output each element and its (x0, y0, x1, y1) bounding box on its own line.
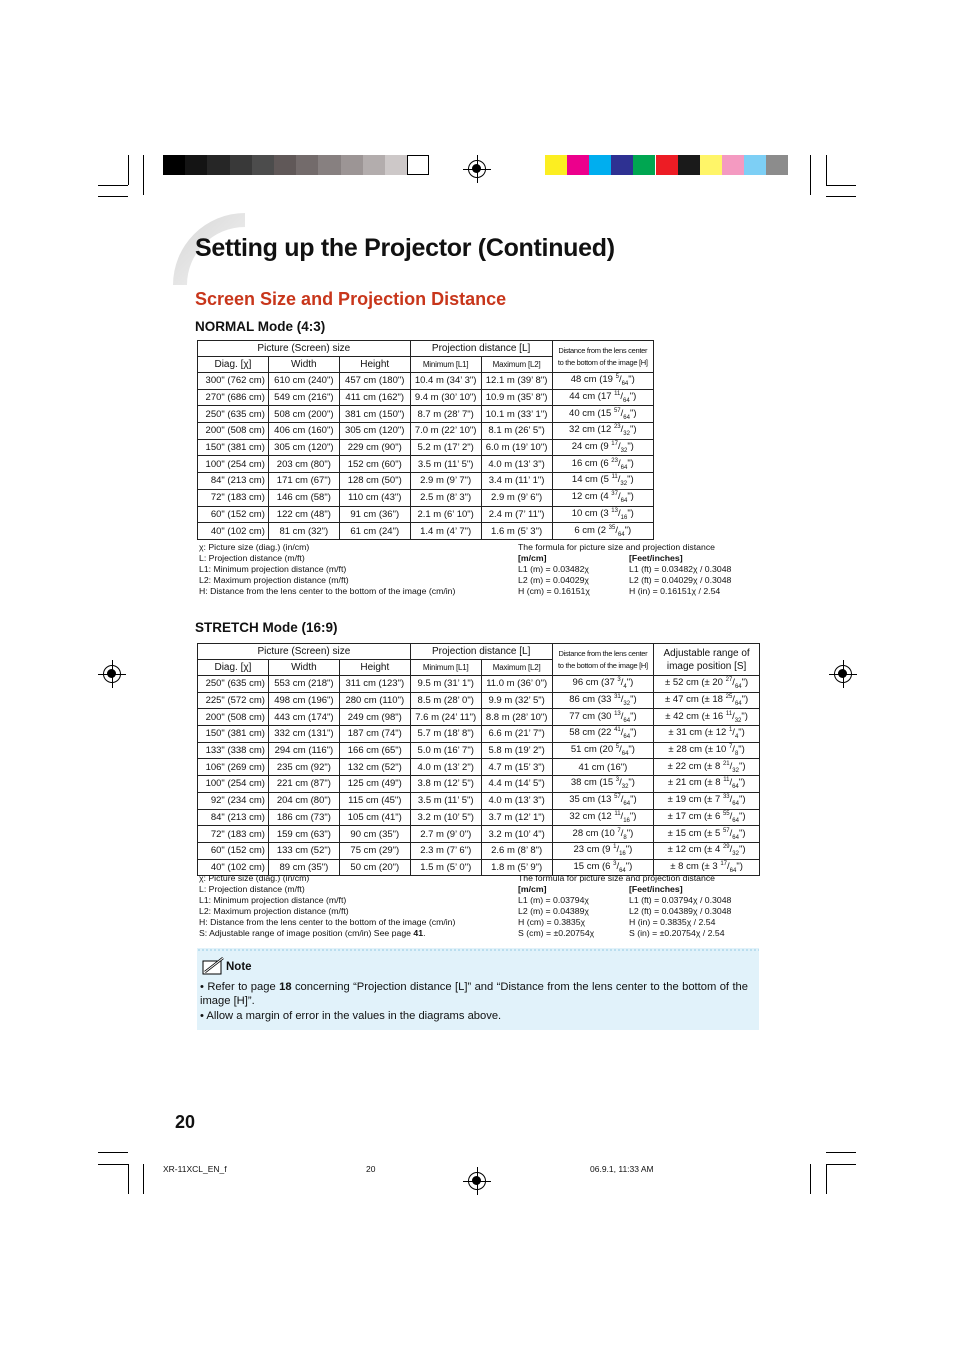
table-cell-width: 498 cm (196") (268, 692, 339, 709)
table-cell-min: 7.0 m (22’ 10") (410, 423, 481, 440)
table-cell-h: 32 cm (12 $^{23}/_{32}$") (552, 423, 653, 440)
table-cell-height: 166 cm (65") (339, 742, 410, 759)
table-cell-height: 411 cm (162") (339, 389, 410, 406)
table-cell-max: 4.0 m (13’ 3") (481, 456, 552, 473)
gray-swatch (407, 155, 429, 175)
header-picture-size: Picture (Screen) size (198, 644, 411, 660)
table-cell-h: 58 cm (22 $^{41}/_{64}$") (552, 726, 654, 743)
table-cell-h: 32 cm (12 $^{11}/_{16}$") (552, 809, 654, 826)
color-swatch (722, 155, 744, 175)
footer-timestamp: 06.9.1, 11:33 AM (590, 1164, 654, 1174)
table-cell-h: 96 cm (37 $^3/_4$") (552, 676, 654, 693)
table-row (198, 439, 654, 456)
registration-mark-icon (468, 1172, 486, 1190)
table-cell-h: 15 cm (6 $^3/_{64}$") (552, 859, 654, 876)
table-row (198, 456, 654, 473)
table-cell-min: 2.7 m (9’ 0") (410, 826, 481, 843)
legend-text: . (423, 928, 426, 938)
table-cell-width: 203 cm (80") (268, 456, 339, 473)
header-width: Width (268, 660, 339, 676)
header-projection-distance: Projection distance [L] (410, 644, 552, 660)
stretch-mode-table (197, 643, 760, 876)
table-cell-max: 3.7 m (12’ 1") (481, 809, 552, 826)
note-title: Note (226, 961, 252, 973)
table-cell-h: 38 cm (15 $^3/_{32}$") (552, 776, 654, 793)
table-row (198, 842, 760, 859)
table-cell-min: 1.4 m (4’ 7") (410, 523, 481, 540)
table-cell-height: 305 cm (120") (339, 423, 410, 440)
table-cell-max: 1.8 m (5’ 9") (481, 859, 552, 876)
table-cell-s: ± 31 cm (± 12 $^1/_4$") (654, 726, 760, 743)
note-text: • Refer to page (200, 981, 280, 993)
table-cell-max: 1.6 m (5’ 3") (481, 523, 552, 540)
table-cell-diag: 250" (635 cm) (198, 676, 269, 693)
table-cell-diag: 100" (254 cm) (198, 456, 269, 473)
stretch-mode-heading: STRETCH Mode (16:9) (195, 620, 338, 635)
legend-line: L1: Minimum projection distance (m/ft) (199, 895, 347, 905)
table-cell-width: 89 cm (35") (268, 859, 339, 876)
table-cell-diag: 84" (213 cm) (198, 809, 269, 826)
gray-swatch (341, 155, 363, 175)
table-cell-width: 406 cm (160") (268, 423, 339, 440)
table-row (198, 676, 760, 693)
table-cell-width: 146 cm (58") (268, 489, 339, 506)
table-cell-max: 4.4 m (14’ 5") (481, 776, 552, 793)
table-cell-diag: 72" (183 cm) (198, 489, 269, 506)
header-maximum: Maximum [L2] (481, 660, 552, 676)
table-cell-min: 4.0 m (13’ 2") (410, 759, 481, 776)
table-cell-diag: 300" (762 cm) (198, 373, 269, 390)
table-cell-diag: 200" (508 cm) (198, 709, 269, 726)
stretch-formula (518, 873, 758, 940)
header-maximum: Maximum [L2] (481, 357, 552, 373)
formula-imperial-head: [Feet/inches] (629, 553, 683, 563)
legend-line: H: Distance from the lens center to the bottom of the image (cm/in) (199, 586, 456, 596)
color-swatch (700, 155, 722, 175)
table-cell-min: 10.4 m (34’ 3") (410, 373, 481, 390)
formula-line: L2 (m) = 0.04029χ (518, 575, 589, 585)
normal-legend (199, 542, 455, 597)
table-cell-diag: 250" (635 cm) (198, 406, 269, 423)
table-cell-min: 3.5 m (11’ 5") (410, 792, 481, 809)
table-cell-diag: 225" (572 cm) (198, 692, 269, 709)
table-cell-diag: 40" (102 cm) (198, 523, 269, 540)
stretch-legend (199, 873, 455, 939)
table-cell-min: 2.9 m (9’ 7") (410, 473, 481, 490)
table-row (198, 759, 760, 776)
table-cell-height: 128 cm (50") (339, 473, 410, 490)
table-cell-width: 235 cm (92") (268, 759, 339, 776)
formula-line: L1 (m) = 0.03794χ (518, 895, 589, 905)
formula-metric-head: [m/cm] (518, 553, 547, 563)
table-cell-min: 8.7 m (28’ 7") (410, 406, 481, 423)
table-row (198, 709, 760, 726)
table-row (198, 826, 760, 843)
table-cell-h: 24 cm (9 $^{17}/_{32}$") (552, 439, 653, 456)
table-cell-max: 10.9 m (35’ 8") (481, 389, 552, 406)
header-height: Height (339, 357, 410, 373)
table-cell-min: 9.4 m (30’ 10") (410, 389, 481, 406)
table-cell-diag: 72" (183 cm) (198, 826, 269, 843)
gray-swatch (163, 155, 185, 175)
table-cell-max: 6.6 m (21’ 7") (481, 726, 552, 743)
header-diag: Diag. [χ] (198, 357, 269, 373)
table-cell-height: 187 cm (74") (339, 726, 410, 743)
legend-line: L: Projection distance (m/ft) (199, 553, 305, 563)
table-cell-diag: 200" (508 cm) (198, 423, 269, 440)
formula-line: H (in) = 0.3835χ / 2.54 (629, 917, 716, 927)
table-cell-s: ± 12 cm (± 4 $^{29}/_{32}$") (654, 842, 760, 859)
table-cell-height: 91 cm (36") (339, 506, 410, 523)
table-row (198, 726, 760, 743)
table-cell-diag: 84" (213 cm) (198, 473, 269, 490)
note-item: • Allow a margin of error in the values in the diagrams above. (200, 1010, 502, 1022)
table-row (198, 792, 760, 809)
table-cell-diag: 40" (102 cm) (198, 859, 269, 876)
table-cell-min: 1.5 m (5’ 0") (410, 859, 481, 876)
header-adjustable-range: Adjustable range of image position [S] (654, 644, 760, 676)
formula-title: The formula for picture size and projection distance (518, 873, 716, 883)
legend-line: L: Projection distance (m/ft) (199, 884, 305, 894)
table-cell-height: 50 cm (20") (339, 859, 410, 876)
gray-swatch (185, 155, 207, 175)
header-minimum: Minimum [L1] (410, 660, 481, 676)
header-height: Height (339, 660, 410, 676)
table-cell-height: 381 cm (150") (339, 406, 410, 423)
color-swatch (545, 155, 567, 175)
formula-line: H (in) = 0.16151χ / 2.54 (629, 586, 721, 596)
table-cell-diag: 133" (338 cm) (198, 742, 269, 759)
formula-line: H (cm) = 0.3835χ (518, 917, 586, 927)
formula-line: L1 (ft) = 0.03794χ / 0.3048 (629, 895, 732, 905)
table-cell-width: 443 cm (174") (268, 709, 339, 726)
table-cell-height: 249 cm (98") (339, 709, 410, 726)
table-cell-width: 171 cm (67") (268, 473, 339, 490)
table-cell-h: 14 cm (5 $^{11}/_{32}$") (552, 473, 653, 490)
footer-filename: XR-11XCL_EN_f (163, 1164, 227, 1174)
table-cell-h: 23 cm (9 $^1/_{16}$") (552, 842, 654, 859)
table-cell-min: 8.5 m (28’ 0") (410, 692, 481, 709)
header-width: Width (268, 357, 339, 373)
table-cell-min: 7.6 m (24’ 11") (410, 709, 481, 726)
table-cell-height: 61 cm (24") (339, 523, 410, 540)
table-cell-h: 51 cm (20 $^5/_{64}$") (552, 742, 654, 759)
table-cell-height: 457 cm (180") (339, 373, 410, 390)
gray-swatch (296, 155, 318, 175)
table-cell-max: 10.1 m (33’ 1") (481, 406, 552, 423)
header-lens-distance: Distance from the lens center to the bottom of the image [H] (552, 644, 654, 676)
color-swatch (656, 155, 678, 175)
pencil-note-icon (201, 955, 227, 977)
legend-line: H: Distance from the lens center to the bottom of the image (cm/in) (199, 917, 456, 927)
table-cell-width: 508 cm (200") (268, 406, 339, 423)
legend-text: S: Adjustable range of image position (cm/in) See page (199, 928, 414, 938)
registration-mark-icon (103, 665, 121, 683)
page-reference: 41 (413, 928, 424, 938)
section-title: Screen Size and Projection Distance (195, 289, 507, 309)
table-cell-min: 3.5 m (11’ 5") (410, 456, 481, 473)
footer-page: 20 (366, 1164, 376, 1174)
table-cell-max: 11.0 m (36’ 0") (481, 676, 552, 693)
table-cell-width: 553 cm (218") (268, 676, 339, 693)
table-cell-s: ± 21 cm (± 8 $^{11}/_{64}$") (654, 776, 760, 793)
table-cell-height: 75 cm (29") (339, 842, 410, 859)
table-cell-max: 3.4 m (11’ 1") (481, 473, 552, 490)
table-cell-diag: 106" (269 cm) (198, 759, 269, 776)
table-cell-diag: 92" (234 cm) (198, 792, 269, 809)
table-cell-h: 6 cm (2 $^{35}/_{64}$") (552, 523, 653, 540)
table-cell-width: 133 cm (52") (268, 842, 339, 859)
table-row (198, 776, 760, 793)
table-cell-h: 10 cm (3 $^{13}/_{16}$") (552, 506, 653, 523)
normal-mode-heading: NORMAL Mode (4:3) (195, 319, 326, 334)
formula-line: S (cm) = ±0.20754χ (518, 928, 595, 938)
table-row (198, 523, 654, 540)
note-item (200, 980, 748, 1008)
table-cell-s: ± 22 cm (± 8 $^{21}/_{32}$") (654, 759, 760, 776)
table-cell-min: 5.0 m (16’ 7") (410, 742, 481, 759)
table-cell-height: 115 cm (45") (339, 792, 410, 809)
gray-swatch (252, 155, 274, 175)
table-cell-width: 159 cm (63") (268, 826, 339, 843)
table-cell-max: 5.8 m (19’ 2") (481, 742, 552, 759)
table-cell-min: 2.3 m (7’ 6") (410, 842, 481, 859)
table-cell-h: 28 cm (10 $^7/_8$") (552, 826, 654, 843)
color-swatch (633, 155, 655, 175)
table-cell-diag: 270" (686 cm) (198, 389, 269, 406)
table-cell-max: 4.0 m (13’ 3") (481, 792, 552, 809)
table-row (198, 506, 654, 523)
legend-line: L2: Maximum projection distance (m/ft) (199, 575, 349, 585)
table-row (198, 473, 654, 490)
table-cell-height: 229 cm (90") (339, 439, 410, 456)
table-cell-min: 2.1 m (6’ 10") (410, 506, 481, 523)
legend-line (199, 928, 455, 939)
legend-line: L2: Maximum projection distance (m/ft) (199, 906, 349, 916)
table-cell-height: 280 cm (110") (339, 692, 410, 709)
legend-line: χ: Picture size (diag.) (in/cm) (199, 542, 310, 552)
table-cell-h: 77 cm (30 $^{13}/_{64}$") (552, 709, 654, 726)
table-row (198, 809, 760, 826)
table-cell-height: 105 cm (41") (339, 809, 410, 826)
table-cell-width: 122 cm (48") (268, 506, 339, 523)
header-diag: Diag. [χ] (198, 660, 269, 676)
table-cell-h: 35 cm (13 $^{57}/_{64}$") (552, 792, 654, 809)
table-cell-min: 2.5 m (8’ 3") (410, 489, 481, 506)
table-cell-width: 549 cm (216") (268, 389, 339, 406)
table-cell-max: 6.0 m (19’ 10") (481, 439, 552, 456)
registration-mark-icon (468, 160, 486, 178)
color-swatch (678, 155, 700, 175)
table-cell-max: 2.4 m (7’ 11") (481, 506, 552, 523)
formula-line: S (in) = ±0.20754χ / 2.54 (629, 928, 725, 938)
gray-swatch (274, 155, 296, 175)
table-cell-diag: 150" (381 cm) (198, 439, 269, 456)
table-cell-min: 5.7 m (18’ 8") (410, 726, 481, 743)
formula-line: L2 (ft) = 0.04029χ / 0.3048 (629, 575, 732, 585)
table-cell-height: 90 cm (35") (339, 826, 410, 843)
formula-imperial-head: [Feet/inches] (629, 884, 683, 894)
table-cell-height: 110 cm (43") (339, 489, 410, 506)
page-reference: 18 (279, 981, 292, 993)
table-cell-s: ± 47 cm (± 18 $^{25}/_{64}$") (654, 692, 760, 709)
table-cell-width: 610 cm (240") (268, 373, 339, 390)
table-cell-max: 8.1 m (26’ 5") (481, 423, 552, 440)
table-cell-s: ± 42 cm (± 16 $^{11}/_{32}$") (654, 709, 760, 726)
table-cell-max: 4.7 m (15’ 3") (481, 759, 552, 776)
formula-line: L2 (m) = 0.04389χ (518, 906, 589, 916)
table-cell-height: 132 cm (52") (339, 759, 410, 776)
table-row (198, 742, 760, 759)
table-row (198, 692, 760, 709)
formula-line: L2 (ft) = 0.04389χ / 0.3048 (629, 906, 732, 916)
table-cell-h: 44 cm (17 $^{11}/_{64}$") (552, 389, 653, 406)
legend-line: L1: Minimum projection distance (m/ft) (199, 564, 347, 574)
table-cell-min: 3.2 m (10’ 5") (410, 809, 481, 826)
gray-swatch (363, 155, 385, 175)
table-cell-h: 16 cm (6 $^{23}/_{64}$") (552, 456, 653, 473)
formula-title: The formula for picture size and projection distance (518, 542, 716, 552)
gray-swatch (230, 155, 252, 175)
table-cell-max: 2.6 m (8’ 8") (481, 842, 552, 859)
gray-swatch (385, 155, 407, 175)
table-cell-diag: 150" (381 cm) (198, 726, 269, 743)
table-cell-width: 186 cm (73") (268, 809, 339, 826)
table-cell-s: ± 19 cm (± 7 $^{33}/_{64}$") (654, 792, 760, 809)
legend-line: χ: Picture size (diag.) (in/cm) (199, 873, 310, 883)
table-cell-h: 12 cm (4 $^{37}/_{64}$") (552, 489, 653, 506)
color-swatch (744, 155, 766, 175)
table-cell-h: 41 cm (16") (552, 759, 654, 776)
header-projection-distance: Projection distance [L] (410, 341, 552, 357)
color-swatch (589, 155, 611, 175)
registration-mark-icon (834, 665, 852, 683)
table-cell-min: 9.5 m (31’ 1") (410, 676, 481, 693)
table-cell-max: 8.8 m (28’ 10") (481, 709, 552, 726)
table-cell-height: 152 cm (60") (339, 456, 410, 473)
table-cell-min: 3.8 m (12’ 5") (410, 776, 481, 793)
formula-line: L1 (m) = 0.03482χ (518, 564, 589, 574)
formula-line: H (cm) = 0.16151χ (518, 586, 590, 596)
table-cell-height: 125 cm (49") (339, 776, 410, 793)
table-cell-width: 332 cm (131") (268, 726, 339, 743)
table-row (198, 373, 654, 390)
table-cell-max: 12.1 m (39’ 8") (481, 373, 552, 390)
color-swatch (611, 155, 633, 175)
color-swatch (766, 155, 788, 175)
table-cell-height: 311 cm (123") (339, 676, 410, 693)
table-row (198, 489, 654, 506)
page-number: 20 (175, 1112, 196, 1132)
table-cell-h: 48 cm (19 $^5/_{64}$") (552, 373, 653, 390)
table-cell-s: ± 15 cm (± 5 $^{57}/_{64}$") (654, 826, 760, 843)
header-lens-distance: Distance from the lens center to the bottom of the image [H] (552, 341, 653, 373)
table-cell-s: ± 52 cm (± 20 $^{27}/_{64}$") (654, 676, 760, 693)
table-row (198, 389, 654, 406)
table-cell-width: 204 cm (80") (268, 792, 339, 809)
page-title: Setting up the Projector (Continued) (195, 234, 615, 262)
table-cell-diag: 60" (152 cm) (198, 842, 269, 859)
gray-swatch (207, 155, 229, 175)
table-cell-h: 40 cm (15 $^{57}/_{64}$") (552, 406, 653, 423)
table-cell-width: 81 cm (32") (268, 523, 339, 540)
table-cell-max: 2.9 m (9’ 6") (481, 489, 552, 506)
formula-metric-head: [m/cm] (518, 884, 547, 894)
table-cell-max: 9.9 m (32’ 5") (481, 692, 552, 709)
table-cell-width: 221 cm (87") (268, 776, 339, 793)
table-cell-diag: 100" (254 cm) (198, 776, 269, 793)
normal-formula (518, 542, 758, 598)
table-cell-width: 294 cm (116") (268, 742, 339, 759)
table-row (198, 406, 654, 423)
table-cell-min: 5.2 m (17’ 2") (410, 439, 481, 456)
header-picture-size: Picture (Screen) size (198, 341, 411, 357)
table-cell-s: ± 8 cm (± 3 $^{17}/_{64}$") (654, 859, 760, 876)
formula-line: L1 (ft) = 0.03482χ / 0.3048 (629, 564, 732, 574)
table-cell-s: ± 17 cm (± 6 $^{55}/_{64}$") (654, 809, 760, 826)
table-cell-h: 86 cm (33 $^{31}/_{32}$") (552, 692, 654, 709)
table-cell-max: 3.2 m (10’ 4") (481, 826, 552, 843)
color-swatch (567, 155, 589, 175)
table-cell-width: 305 cm (120") (268, 439, 339, 456)
note-text: concerning “Projection distance [L]” and “Distance from the lens center to the bottom of the image [H]”. (200, 981, 748, 1007)
header-minimum: Minimum [L1] (410, 357, 481, 373)
table-row (198, 423, 654, 440)
table-cell-s: ± 28 cm (± 10 $^7/_8$") (654, 742, 760, 759)
normal-mode-table (197, 340, 654, 540)
gray-swatch (318, 155, 340, 175)
table-cell-diag: 60" (152 cm) (198, 506, 269, 523)
